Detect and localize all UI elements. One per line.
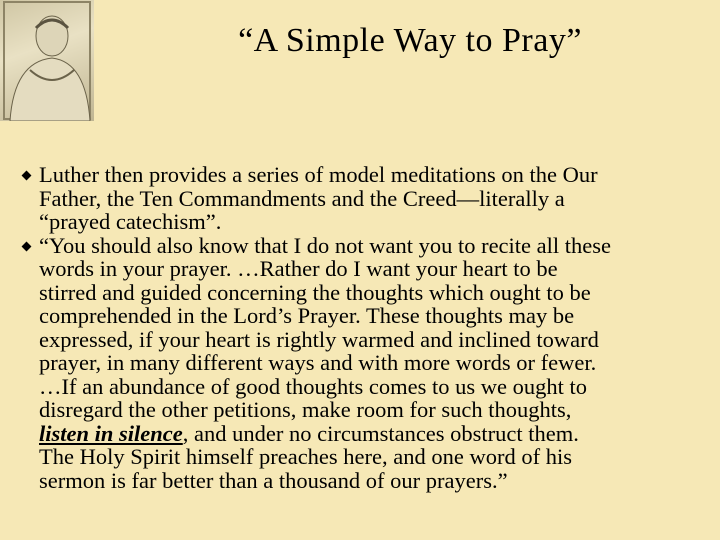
text-line	[39, 422, 710, 446]
bullet-item	[20, 163, 710, 234]
text-line: disregard the other petitions, make room for such thoughts,	[39, 397, 572, 422]
text-line: stirred and guided concerning the thoughts which ought to be	[39, 279, 591, 305]
text-line: “prayed catechism”.	[39, 209, 222, 234]
emphasis-text: listen in silence	[39, 420, 183, 446]
slide-title: “A Simple Way to Pray”	[238, 22, 582, 59]
text-segment: , and under no circumstances obstruct them.	[182, 420, 579, 446]
bullet-item	[20, 234, 710, 493]
text-line: prayer, in many different ways and with more words or fewer.	[39, 350, 597, 375]
text-line: comprehended in the Lord’s Prayer. These thoughts may be	[39, 303, 575, 328]
text-line: …If an abundance of good thoughts comes to us we ought to	[39, 373, 588, 399]
text-line: The Holy Spirit himself preaches here, and one word of his	[39, 444, 572, 469]
text-line: “You should also know that I do not want you to recite all these	[39, 232, 612, 258]
bullet-list	[20, 163, 710, 492]
diamond-bullet-icon	[22, 171, 32, 181]
text-line: sermon is far better than a thousand of our prayers.”	[39, 467, 508, 493]
text-line: words in your prayer. …Rather do I want your heart to be	[39, 256, 558, 281]
luther-portrait-image	[0, 0, 94, 121]
text-line: Father, the Ten Commandments and the Creed—literally a	[39, 185, 565, 211]
text-line: expressed, if your heart is rightly warmed and inclined toward	[39, 326, 599, 352]
text-line: Luther then provides a series of model meditations on the Our	[39, 162, 598, 187]
diamond-bullet-icon	[22, 241, 32, 251]
